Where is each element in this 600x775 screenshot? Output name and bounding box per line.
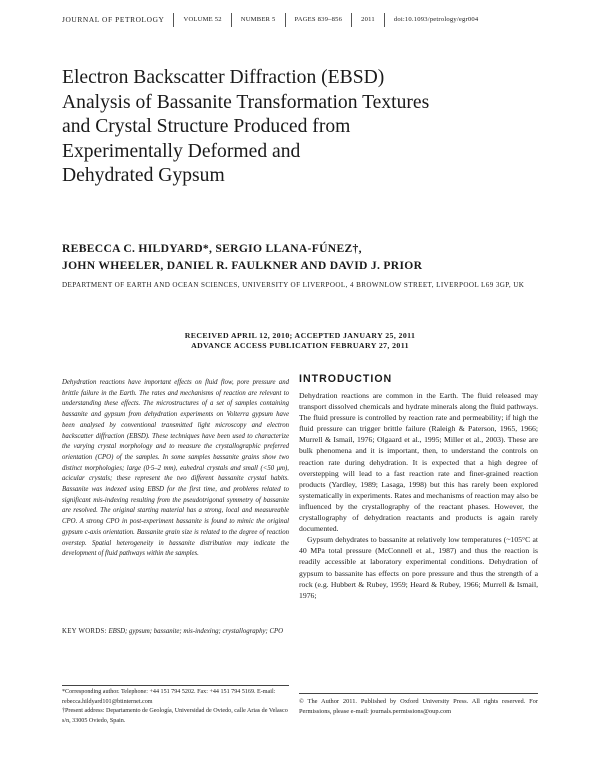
author-list: [62, 240, 552, 274]
keywords-label: KEY WORDS:: [62, 628, 107, 635]
title-line: Analysis of Bassanite Transformation Textures: [62, 91, 430, 113]
keywords-text: EBSD; gypsum; bassanite; mis-indexing; crystallography; CPO: [108, 628, 284, 635]
running-header: [62, 13, 487, 27]
footnote-divider: [62, 685, 289, 686]
copyright-notice: © The Author 2011. Published by Oxford University Press. All rights reserved. For Permissions, please e-mail: journals.permissions@oup.com: [299, 698, 538, 715]
keywords: [62, 627, 289, 637]
introduction-body: [299, 390, 538, 601]
title-line: Electron Backscatter Diffraction (EBSD): [62, 67, 385, 88]
section-heading: INTRODUCTION: [299, 373, 393, 385]
title-line: and Crystal Structure Produced from: [62, 116, 351, 138]
title-line: Dehydrated Gypsum: [62, 165, 225, 187]
paragraph: Gypsum dehydrates to bassanite at relatively low temperatures (~105°C at 40 MPa total pressure (McConnell et al., 1987) and thus the reaction is readily accessible at laboratory experimental conditions. Dehydration of gypsum to bassanite has effects on pore pressure and thus the strength of a rock (e.g. Hubbert & Rubey, 1959; Heard & Rubey, 1966; Murrell & Ismail, 1976;: [299, 535, 538, 600]
author-line: REBECCA C. HILDYARD*, SERGIO LLANA-FÚNEZ†,: [62, 242, 362, 255]
affiliation: DEPARTMENT OF EARTH AND OCEAN SCIENCES, UNIVERSITY OF LIVERPOOL, 4 BROWNLOW STREET, LIVERPOOL L69 3GP, UK: [62, 281, 525, 289]
advance-access: ADVANCE ACCESS PUBLICATION FEBRUARY 27, 2011: [191, 341, 409, 350]
corresponding-author-note: *Corresponding author. Telephone: +44 151 794 5202. Fax: +44 151 794 5169. E-mail: rebecca.hildyard101@btinternet.com: [62, 689, 276, 705]
received-accepted: RECEIVED APRIL 12, 2010; ACCEPTED JANUARY 25, 2011: [184, 331, 416, 340]
volume: VOLUME 52: [173, 13, 230, 27]
journal-name: JOURNAL OF PETROLOGY: [62, 15, 165, 24]
present-address-note: †Present address: Departamento de Geología, Universidad de Oviedo, calle Arias de Velasco s/n, 33005 Oviedo, Spain.: [62, 708, 288, 725]
doi: doi:10.1093/petrology/egr004: [384, 13, 488, 27]
footnotes: [62, 688, 292, 727]
year: 2011: [351, 13, 384, 27]
page-range: PAGES 839–856: [285, 13, 352, 27]
article-title: [62, 66, 532, 189]
title-line: Experimentally Deformed and: [62, 140, 301, 162]
author-line: JOHN WHEELER, DANIEL R. FAULKNER AND DAVID J. PRIOR: [62, 259, 423, 272]
issue-number: NUMBER 5: [231, 13, 285, 27]
copyright-divider: [299, 693, 538, 694]
paragraph: Dehydration reactions are common in the Earth. The fluid released may transport dissolved chemicals and hydrate minerals along the fluid pathways. The fluid pressure is controlled by reaction rate and permeability; if high the fluid pressure can trigger brittle failure (Raleigh & Paterson, 1965, 1966; Murrell & Ismail, 1976; Olgaard et al., 1995; Miller et al., 2003). These are bulk phenomena and it is important, then, to understand the controls on reaction rate during dehydration. It is expected that a high degree of overstepping will lead to a fast reaction rate and finer-grained reaction products (Yardley, 1989; Lasaga, 1998) but this has rarely been explored systematically in experiments. Rates and mechanisms of reaction may also be influenced by the crystallography of the reactant phases. However, the crystallography of dehydration reactants and products is again rarely documented.: [299, 391, 538, 534]
abstract: Dehydration reactions have important effects on fluid flow, pore pressure and brittle failure in the Earth. The rates and mechanisms of reaction are relevant to understanding these effects. The microstructures of a set of samples containing bassanite and gypsum from dehydration experiments on Volterra gypsum have been analysed by conventional transmitted light microscopy and electron backscatter diffraction (EBSD). These techniques have been used to characterize the varying crystal morphology and to measure the crystallographic preferred orientation (CPO) of the samples. In some samples bassanite grains show two distinct morphologies; large (0·5–2 mm), euhedral crystals and small (<50 μm), acicular crystals; these represent the two different bassanite crystal habits. Bassanite was indexed using EBSD for the first time, and problems related to significant mis-indexing resulting from the pseudotrigonal symmetry of bassanite are resolved. The original starting material has a strong, local and measureable CPO. A strong CPO in post-experiment bassanite is found to mimic the original gypsum c-axis orientation. Bassanite grain size is related to the degree of reaction overstep. Spatial heterogeneity in bassanite distribution may indicate the development of fluid pathways within the samples.: [62, 379, 289, 558]
received-dates: [0, 331, 600, 351]
